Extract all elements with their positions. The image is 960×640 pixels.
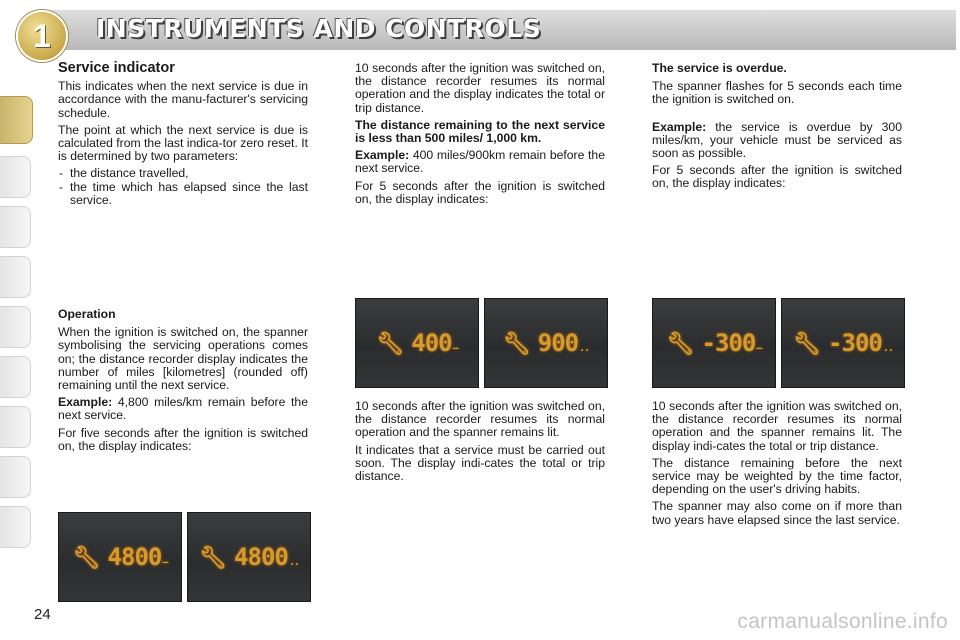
- page-title: INSTRUMENTS AND CONTROLS: [96, 14, 542, 43]
- paragraph: For 5 seconds after the ignition is switched on, the display indicates:: [355, 178, 605, 206]
- list-item: - the time which has elapsed since the last service.: [58, 181, 308, 207]
- paragraph: 10 seconds after the ignition was switched on, the distance recorder resumes its normal operation and the spanner remains lit.: [355, 399, 605, 440]
- section-title: Service indicator: [58, 60, 175, 76]
- paragraph: The spanner flashes for 5 seconds each time the ignition is switched on.: [652, 79, 902, 107]
- chapter-tab[interactable]: [0, 156, 31, 198]
- chapter-tab[interactable]: [0, 456, 31, 498]
- paragraph: 10 seconds after the ignition was switched on, the distance recorder resumes its normal operation and the spanner remains lit. The display indi-cates the total or trip distance.: [652, 399, 902, 453]
- operation-title: Operation: [58, 307, 116, 321]
- chapter-tab[interactable]: [0, 406, 31, 448]
- lcd-value: -300: [828, 329, 882, 357]
- example-text: 400 miles/900km remain before the next service.: [355, 148, 605, 176]
- example-text: 4,800 miles/km remain before the next service.: [58, 395, 308, 423]
- example-label: Example:: [355, 148, 410, 163]
- column-1: [58, 62, 308, 207]
- lcd-value: 4800: [107, 543, 162, 571]
- lcd-suffix: ..: [882, 343, 893, 354]
- chapter-tab-active[interactable]: [0, 96, 33, 144]
- paragraph: The distance remaining before the next service may be weighted by the time factor, depending on the user's driving habits.: [652, 455, 902, 497]
- overdue-title: The service is overdue.: [652, 61, 787, 75]
- lcd-suffix: –: [756, 343, 762, 354]
- spanner-icon: 🔧︎: [376, 332, 404, 357]
- lcd-suffix: ..: [288, 557, 299, 568]
- column-2: [355, 62, 605, 210]
- paragraph: For five seconds after the ignition is switched on, the display indicates:: [58, 425, 308, 453]
- column-2-lower: [355, 400, 605, 487]
- list-item: - the distance travelled,: [58, 167, 308, 180]
- column-3: [652, 62, 902, 195]
- example-paragraph: [652, 121, 902, 161]
- display-pair-400-900: [355, 298, 608, 388]
- lcd-suffix: –: [452, 343, 458, 354]
- spanner-icon: 🔧︎: [72, 546, 100, 571]
- display-pair-minus-300: [652, 298, 905, 388]
- column-1-operation: [58, 308, 308, 457]
- example-text: the service is overdue by 300 miles/km, your vehicle must be serviced as soon as possible.: [652, 119, 902, 161]
- chapter-tab[interactable]: [0, 256, 31, 298]
- spanner-icon: 🔧︎: [502, 332, 530, 357]
- paragraph: The spanner may also come on if more than two years have elapsed since the last service.: [652, 499, 902, 527]
- example-paragraph: [355, 149, 605, 175]
- parameter-list: [58, 167, 308, 207]
- lcd-suffix: ..: [579, 343, 590, 354]
- lcd-display: [355, 298, 479, 388]
- lcd-display: [652, 298, 776, 388]
- bold-heading: The distance remaining to the next service is less than 500 miles/ 1,000 km.: [355, 117, 605, 146]
- lcd-value: -300: [701, 329, 756, 357]
- lcd-value: 4800: [234, 543, 288, 571]
- paragraph: The point at which the next service is due is calculated from the last indica-tor zero reset. It is determined by two parameters:: [58, 122, 308, 164]
- lcd-display: [781, 298, 905, 388]
- display-pair-4800: [58, 512, 311, 602]
- lcd-suffix: –: [162, 557, 168, 568]
- chapter-tab[interactable]: [0, 306, 31, 348]
- paragraph: When the ignition is switched on, the spanner symbolising the servicing operations comes on; the distance recorder display indicates the number of miles [kilometres] (rounded off) remaining until the next service.: [58, 325, 308, 393]
- spanner-icon: 🔧︎: [793, 332, 821, 357]
- chapter-badge: 1: [16, 10, 68, 62]
- example-label: Example:: [652, 119, 707, 134]
- lcd-display: [58, 512, 182, 602]
- chapter-tab[interactable]: [0, 506, 31, 548]
- example-paragraph: [58, 396, 308, 422]
- column-3-lower: [652, 400, 902, 531]
- lcd-value: 900: [537, 329, 579, 357]
- watermark: carmanualsonline.info: [737, 610, 948, 633]
- example-label: Example:: [58, 395, 113, 410]
- chapter-tab[interactable]: [0, 356, 31, 398]
- lcd-display: [187, 512, 311, 602]
- paragraph: For 5 seconds after the ignition is switched on, the display indicates:: [652, 163, 902, 191]
- lcd-value: 400: [411, 329, 452, 357]
- page-number: 24: [34, 606, 51, 623]
- chapter-tab-strip: [0, 60, 34, 580]
- lcd-display: [484, 298, 608, 388]
- spanner-icon: 🔧︎: [199, 546, 227, 571]
- chapter-tab[interactable]: [0, 206, 31, 248]
- paragraph: It indicates that a service must be carried out soon. The display indi-cates the total or trip distance.: [355, 442, 605, 484]
- spanner-icon: 🔧︎: [666, 332, 694, 357]
- paragraph: This indicates when the next service is due in accordance with the manu-facturer's servicing schedule.: [58, 79, 308, 120]
- paragraph: 10 seconds after the ignition was switched on, the distance recorder resumes its normal operation and the display indicates the total or trip distance.: [355, 61, 605, 115]
